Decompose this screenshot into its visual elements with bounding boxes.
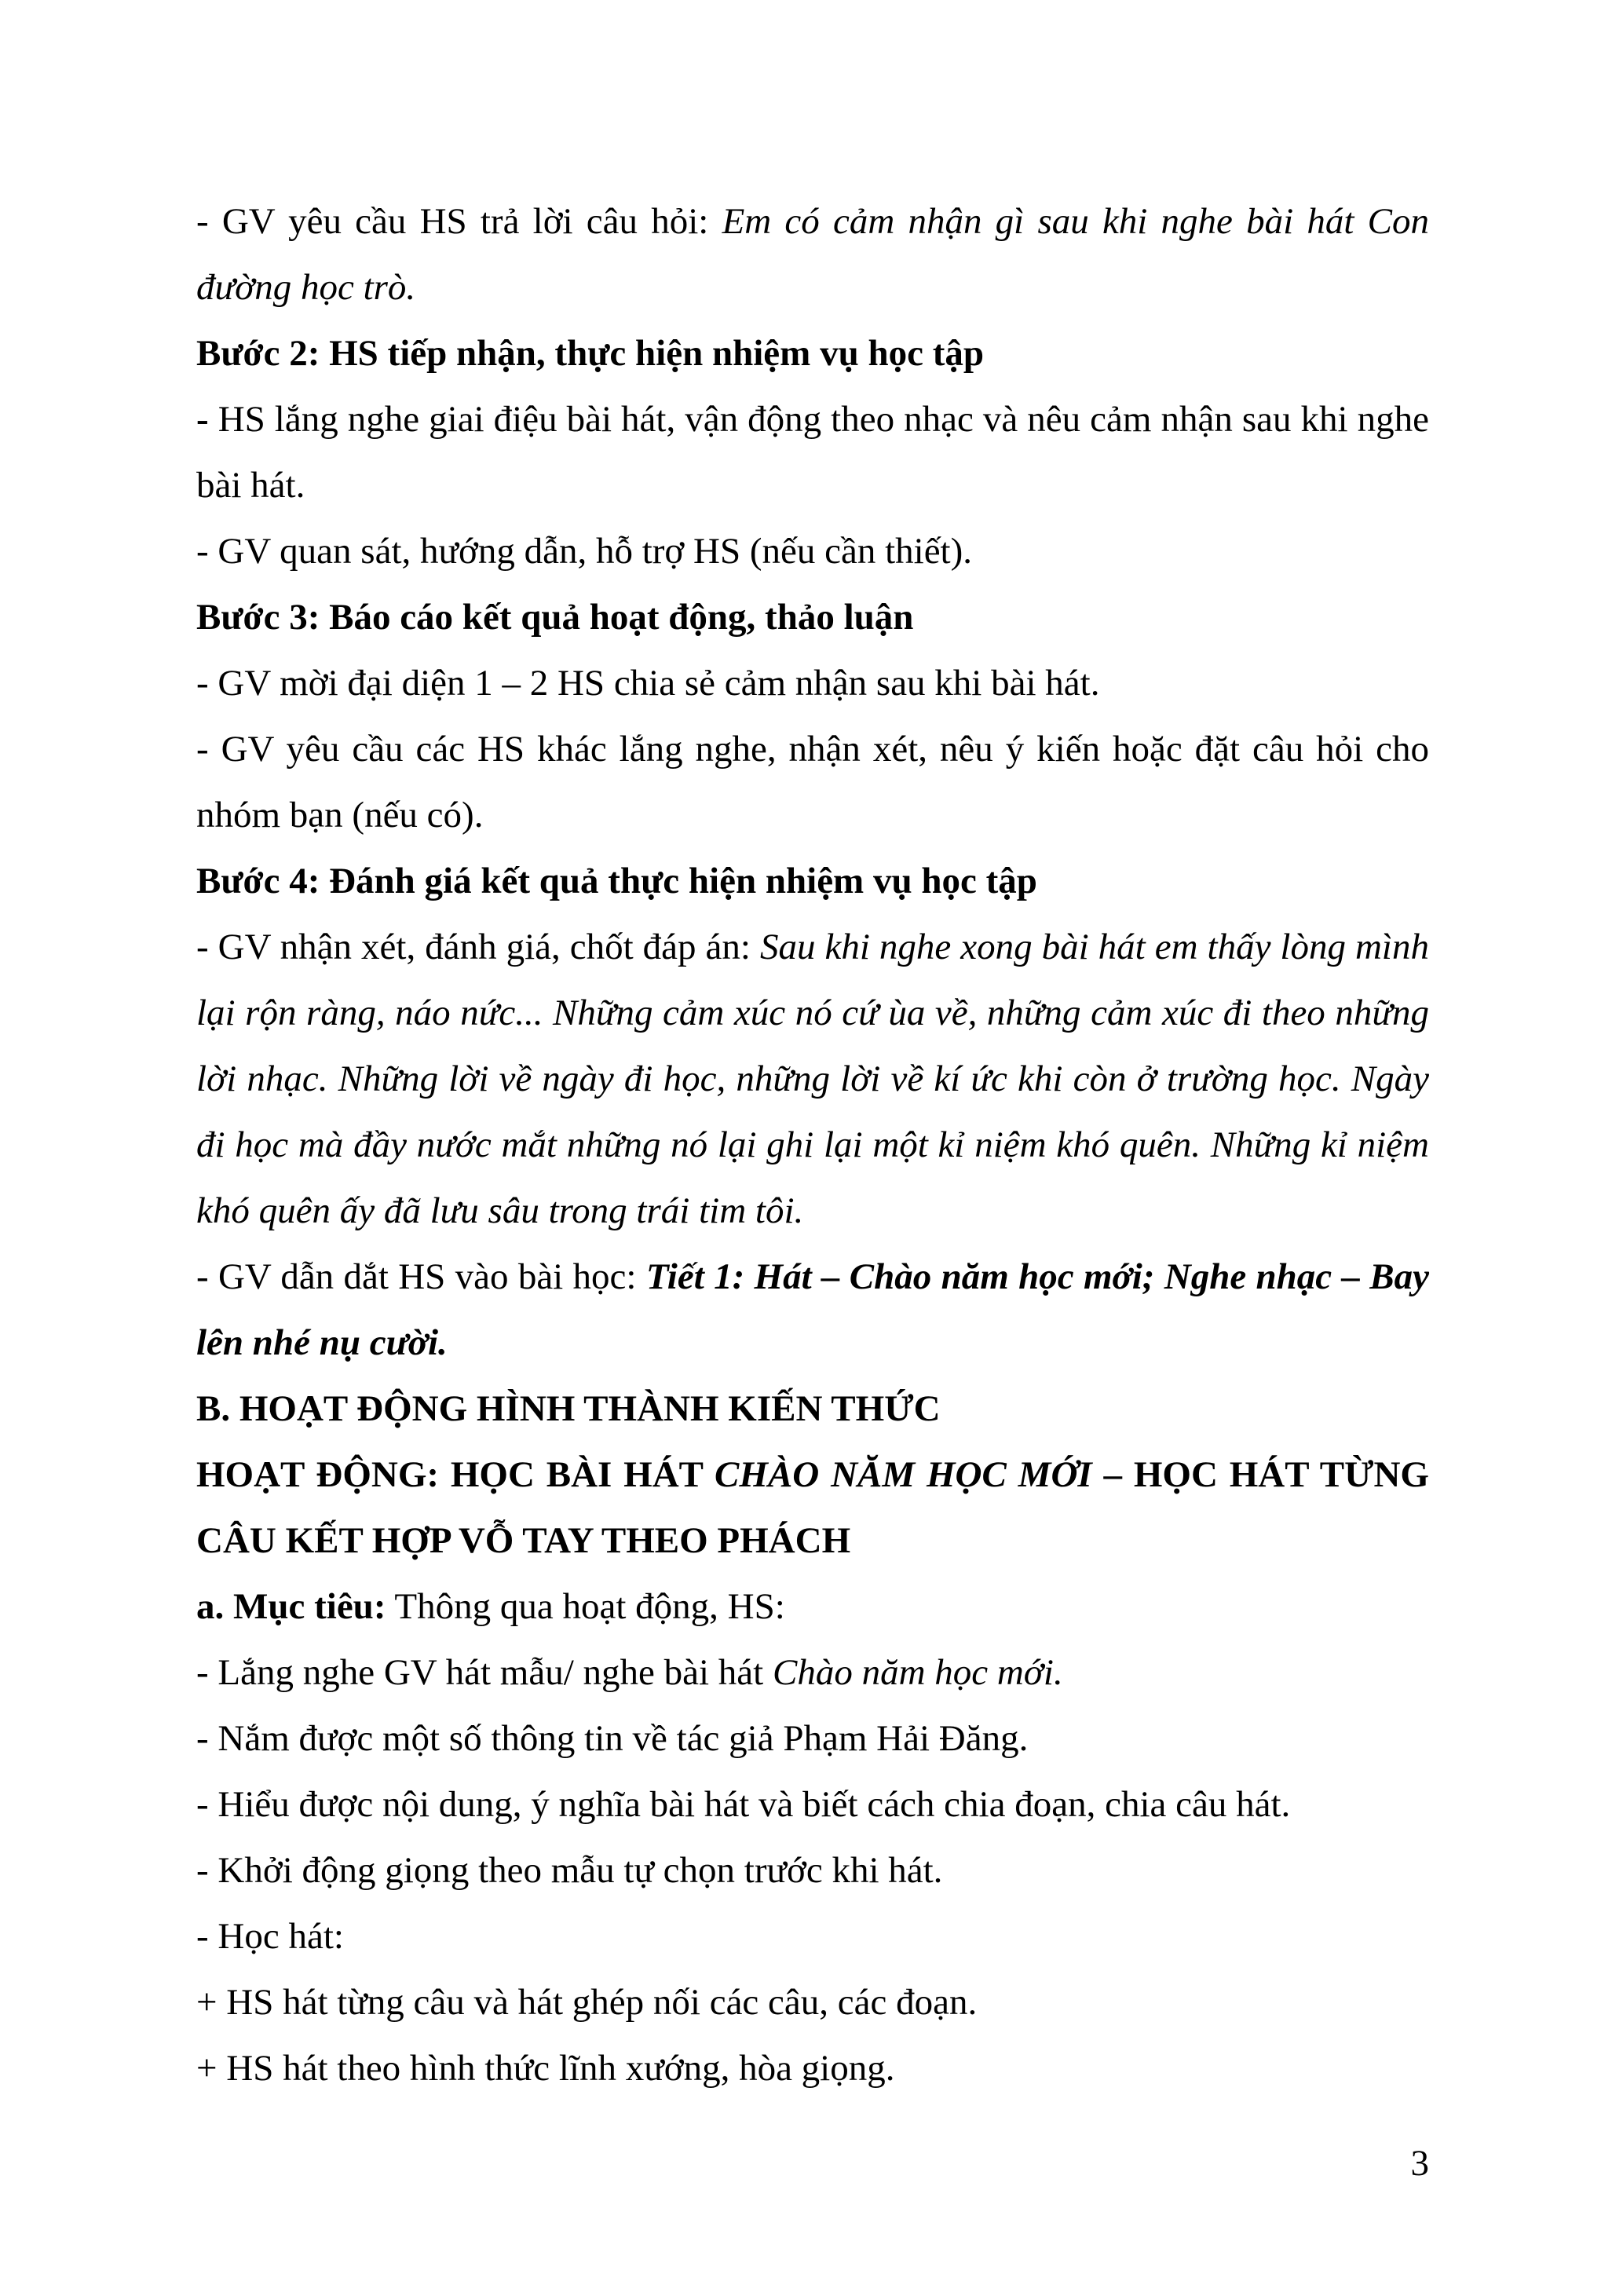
paragraph-gv-lead — [196, 1244, 1429, 1376]
paragraph-gv-question — [196, 188, 1429, 320]
question-italic: Em có cảm nhận gì sau khi nghe bài hát Con đường học trò. — [196, 201, 1429, 308]
paragraph-gv-evaluate — [196, 914, 1429, 1244]
objective-item: - Hiểu được nội dung, ý nghĩa bài hát và biết cách chia đoạn, chia câu hát. — [196, 1784, 1291, 1825]
objective-item: - Khởi động giọng theo mẫu tự chọn trước khi hát. — [196, 1850, 943, 1891]
paragraph-text: HS lắng nghe giai điệu bài hát, vận động theo nhạc và nêu cảm nhận sau khi nghe bài hát. — [196, 399, 1429, 506]
objective-item: - Nắm được một số thông tin về tác giả Phạm Hải Đăng. — [196, 1718, 1029, 1759]
paragraph-text: - GV yêu cầu HS trả lời câu hỏi: — [196, 201, 722, 242]
paragraph-text: - GV nhận xét, đánh giá, chốt đáp án: — [196, 927, 760, 967]
activity-heading — [196, 1442, 1429, 1574]
paragraph-gv-invite: - GV mời đại diện 1 – 2 HS chia sẻ cảm nhận sau khi bài hát. — [196, 663, 1100, 704]
activity-heading-part2: – HỌC HÁT TỪNG CÂU KẾT HỢP VỖ TAY THEO PHÁCH — [196, 1454, 1429, 1561]
objective-line — [196, 1574, 1429, 1640]
section-b-heading: B. HOẠT ĐỘNG HÌNH THÀNH KIẾN THỨC — [196, 1388, 941, 1429]
objective-subitem: + HS hát theo hình thức lĩnh xướng, hòa giọng. — [196, 2048, 895, 2089]
objective-text: Thông qua hoạt động, HS: — [386, 1586, 785, 1627]
objective-subitem: + HS hát từng câu và hát ghép nối các câu, các đoạn. — [196, 1982, 978, 2023]
song-title-italic: CHÀO NĂM HỌC MỚI — [715, 1454, 1092, 1495]
lesson-title: Tiết 1: Hát – Chào năm học mới; Nghe nhạc – Bay lên nhé nụ cười. — [196, 1256, 1429, 1363]
objective-item — [196, 1640, 1429, 1706]
answer-italic: Sau khi nghe xong bài hát em thấy lòng mình lại rộn ràng, náo nức... Những cảm xúc nó cứ ùa về, những cảm xúc đi theo những lời nhạc. Những lời về ngày đi học, những lời về kí ức khi còn ở trường học. Ngày đi học mà đầy nước mắt những nó lại ghi lại một kỉ niệm khó quên. Những kỉ niệm khó quên ấy đã lưu sâu trong trái tim tôi. — [196, 927, 1429, 1231]
paragraph-hs-listen — [196, 386, 1429, 518]
step4-heading: Bước 4: Đánh giá kết quả thực hiện nhiệm vụ học tập — [196, 861, 1037, 901]
objective-item: - Học hát: — [196, 1916, 344, 1957]
step2-heading: Bước 2: HS tiếp nhận, thực hiện nhiệm vụ học tập — [196, 333, 984, 374]
page-body — [196, 188, 1429, 2101]
paragraph-text: - GV dẫn dắt HS vào bài học: — [196, 1256, 646, 1297]
paragraph-gv-request: - GV yêu cầu các HS khác lắng nghe, nhận xét, nêu ý kiến hoặc đặt câu hỏi cho nhóm bạn (nếu có). — [196, 729, 1429, 835]
objective-label: a. Mục tiêu: — [196, 1586, 386, 1627]
song-title-italic: Chào năm học mới. — [772, 1652, 1063, 1693]
activity-heading-part1: HOẠT ĐỘNG: HỌC BÀI HÁT — [196, 1454, 715, 1495]
step3-heading: Bước 3: Báo cáo kết quả hoạt động, thảo luận — [196, 597, 914, 638]
paragraph-gv-observe: - GV quan sát, hướng dẫn, hỗ trợ HS (nếu cần thiết). — [196, 531, 973, 572]
page-number: 3 — [1410, 2143, 1429, 2184]
objective-item-text: - Lắng nghe GV hát mẫu/ nghe bài hát — [196, 1652, 773, 1693]
bold-dash: - — [196, 399, 209, 440]
